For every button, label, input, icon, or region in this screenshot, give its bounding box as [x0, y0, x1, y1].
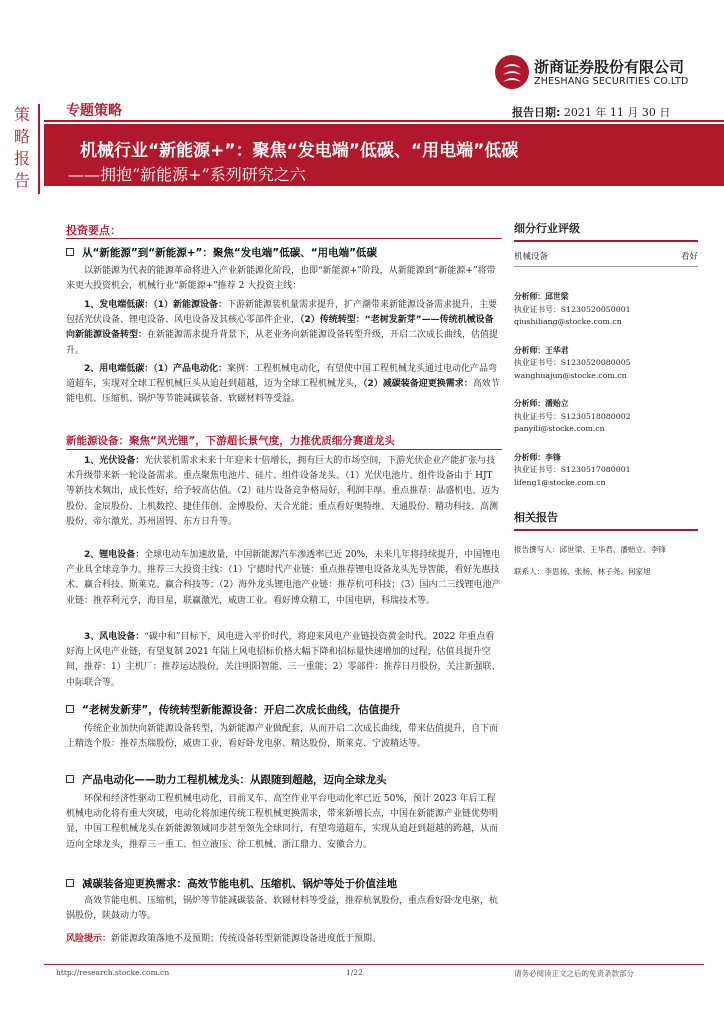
- analyst-cert: 执业证书号：S1230520080005: [514, 358, 631, 367]
- related-heading: 相关报告: [514, 509, 698, 531]
- report-type: 专题策略: [66, 103, 122, 119]
- section-divider: [66, 238, 502, 239]
- analyst-card: [514, 452, 698, 490]
- side-label-char: 报: [13, 149, 30, 168]
- paragraph: 以新能源为代表的能源革命将进入产业新能源化阶段，也即“新能源+”阶段，从新能源到“新能源+”将带来更大投资机会，机械行业“新能源+”推荐 2 大投资主线：: [66, 266, 496, 292]
- report-title: 机械行业“新能源+”：聚焦“发电端”低碳、“用电端”低碳: [80, 141, 519, 161]
- analyst-cert: 执业证书号：S1230517080001: [514, 465, 631, 474]
- bullet-heading-text: 从“新能源”到“新能源+”：聚焦“发电端”低碳、“用电端”低碳: [82, 247, 378, 259]
- analyst-name: 分析师：邱世梁: [514, 292, 569, 301]
- company-name-en: ZHESHANG SECURITIES CO.LTD: [534, 76, 689, 87]
- bullet-heading: [66, 772, 387, 787]
- checkbox-square-icon: [66, 705, 74, 713]
- report-date: [512, 104, 670, 120]
- analyst-card: [514, 345, 698, 383]
- para-text: 案例：工程机械电动化，有望使中国工程机械龙头通过电动化产品弯道超车，实现对全球工程机械巨头从追赶到超越，迈为全球工程机械龙头，: [66, 364, 498, 390]
- bullet-heading-text: 减碳装备迎更换需求：高效节能电机、压缩机、锅炉等处于价值洼地: [82, 878, 397, 890]
- paragraph: [66, 298, 502, 359]
- report-subtitle: ——拥抱“新能源+”系列研究之六: [68, 165, 306, 184]
- paragraph: [66, 454, 502, 530]
- checkbox-square-icon: [66, 775, 74, 783]
- company-logo: [494, 54, 704, 92]
- footer-rule: [44, 964, 704, 965]
- bullet-heading-text: “老树发新芽”，传统转型新能源设备：开启二次成长曲线，估值提升: [82, 704, 401, 716]
- analyst-card: [514, 398, 698, 436]
- page-number: 1/22: [346, 968, 363, 977]
- para-bold: （2）传统转型：“老树发新芽”——传统机械设备向新能源设备转型：: [66, 315, 494, 341]
- related-body: [514, 539, 698, 583]
- para-text: “碳中和”目标下，风电进入平价时代，将迎来风电产业链投资黄金时代。2022 年重点看好海上风电产业链，有望复制 2021 年陆上风电招标价格大幅下降和招标量快速增加的过程，估值具提升空间，推荐：1）主机厂：推荐运达股份，关注明阳智能、三一重能；2）零部件：推荐日月股份，关注新强联、中际联合等。: [66, 632, 501, 688]
- logo-mark-icon: [494, 54, 530, 90]
- analyst-email[interactable]: wanghuajun@stocke.com.cn: [514, 370, 627, 380]
- paragraph: [66, 548, 502, 609]
- para-bold: （2）减碳装备迎更换需求：: [363, 379, 473, 390]
- side-label-char: 略: [13, 127, 30, 146]
- side-label-char: 策: [13, 105, 30, 124]
- bullet-heading: [66, 876, 397, 891]
- side-label: [6, 104, 40, 194]
- analyst-name: 分析师：王华君: [514, 345, 569, 355]
- analyst-email[interactable]: qiushiliang@stocke.com.cn: [514, 317, 622, 326]
- title-banner: [44, 124, 724, 186]
- related-authors: 报告撰写人：邱世梁、王华君、潘贻立、李锋: [514, 545, 666, 554]
- analyst-name: 分析师：李锋: [514, 452, 561, 462]
- bullet-heading: [66, 702, 400, 717]
- para-bold: 2、锂电设备：: [84, 550, 145, 560]
- related-reports: [514, 509, 698, 583]
- para-bold: 2、用电端低碳：（1）产品电动化：: [84, 364, 228, 374]
- footer-url[interactable]: http://research.stocke.com.cn: [56, 968, 170, 977]
- para-text: 高效节能电机、压缩机、锅炉等节能减碳装备、软磁材料等受益。: [66, 379, 500, 405]
- analyst-cert: 执业证书号：S1230518080002: [514, 411, 631, 421]
- section-divider: [66, 449, 502, 450]
- checkbox-square-icon: [66, 879, 74, 887]
- analyst-name: 分析师：潘贻立: [514, 399, 569, 408]
- paragraph: 环保和经济性驱动工程机械电动化，目前叉车、高空作业平台电动化率已近 50%，预计 2023 年后工程机械电动化将有重大突破，电动化将加速传统工程机械更换需求，带来新增长点，中国在新能源产业链优势明显，中国工程机械龙头在新能源领域同步甚至领先全球同行，有望弯道超车，实现从追赶到超越的跨越，从而迈向全球龙头，推荐三一重工、恒立液压、徐工机械、浙江鼎力、安徽合力。: [66, 794, 499, 850]
- analyst-email[interactable]: panyili@stocke.com.cn: [514, 424, 605, 433]
- rating-row: [514, 242, 698, 267]
- analyst-email[interactable]: lifeng1@stocke.com.cn: [514, 477, 606, 487]
- analyst-card: [514, 291, 698, 329]
- para-text: 光伏装机需求未来十年迎来十倍增长，拥有巨大的市场空间，下游光伏企业产能扩张与技术升级带来新一轮设备需求。重点聚焦电池片、硅片、组件设备龙头。（1）光伏电池片、组件设备由于 HJT 等新技术频出，成长性好，给予较高估值。（2）硅片设备竞争格局好，利润丰厚。重点推荐：晶盛机电、迈为股份、金辰股份、上机数控、捷佳伟创、金博股份、天合光能；重点看好奥特维、天通股份、精功科技、高测股份、帝尔激光、苏州固锝、东方日升等。: [66, 456, 500, 527]
- paragraph: [66, 630, 502, 691]
- section-heading: 新能源设备：聚焦“风光锂”，下游超长景气度，力推优质细分赛道龙头: [66, 435, 395, 447]
- risk-label: 风险提示：: [66, 934, 112, 944]
- risk-warning: [66, 932, 502, 947]
- para-text: 在新能源需求提升背景下，从老业务向新能源设备转型升级，开启二次成长曲线，估值提升。: [66, 330, 499, 356]
- invest-points-heading: 投资要点：: [66, 224, 121, 237]
- para-bold: 3、风电设备：: [84, 632, 145, 642]
- para-text: 全球电动车加速放量，中国新能源汽车渗透率已近 20%，未来几年将持续提升，中国锂电产业具全球竞争力。推荐三大投资主线：（1）宁德时代产业链：重点推荐锂电设备龙头先导智能，看好先惠技术、赢合科技、斯莱克、赢合科技等；（2）海外龙头锂电池产业链：推荐杭可科技；（3）国内二三线锂电池产业链：推荐利元亨，海目星，联赢激光，威唐工业。看好博众精工，中国电研，科瑞技术等。: [66, 550, 501, 606]
- disclaimer-note: 请务必阅读正文之后的免责条款部分: [514, 969, 634, 978]
- report-date-value: 2021 年 11 月 30 日: [563, 106, 671, 119]
- related-contacts: 联系人：李思扬、张杨、林子尧、何家旭: [514, 567, 651, 576]
- bullet-heading-text: 产品电动化——助力工程机械龙头：从跟随到超越，迈向全球龙头: [82, 774, 387, 786]
- paragraph: 高效节能电机、压缩机，锅炉等节能减碳装备、软磁材料等受益，推荐杭氧股份，重点看好卧龙电驱，杭锅股份，陕鼓动力等。: [66, 896, 499, 922]
- rating-value: 看好: [680, 252, 698, 262]
- checkbox-square-icon: [66, 248, 74, 256]
- sidebar: [514, 220, 698, 583]
- para-bold: 1、发电端低碳：（1）新能源设备：: [84, 300, 228, 310]
- top-rule: [44, 120, 724, 122]
- bullet-heading: [66, 245, 377, 260]
- report-date-label: 报告日期:: [512, 106, 561, 119]
- para-bold: 1、光伏设备：: [84, 456, 145, 466]
- rating-heading: 细分行业评级: [514, 220, 698, 242]
- para-text: 下游新能源装机量需求提升，扩产潮带来新能源设备需求提升，主要包括光伏设备、锂电设备、风电设备及其核心零部件企业，: [66, 300, 498, 326]
- analyst-cert: 执业证书号：S1230520050001: [514, 304, 631, 314]
- company-name-cn: 浙商证券股份有限公司: [534, 58, 685, 76]
- risk-text: 新能源政策落地不及预期；传统设备转型新能源设备进度低于预期。: [111, 934, 382, 944]
- rating-industry: 机械设备: [514, 252, 549, 262]
- paragraph: 传统企业加快向新能源设备转型，为新能源产业做配套，从而开启二次成长曲线，带来估值提升，自下而上精选个股：推荐杰瑞股份，威唐工业，看好卧龙电驱、精达股份，斯莱克、宁波精达等。: [66, 724, 499, 750]
- side-label-char: 告: [13, 171, 30, 190]
- paragraph: [66, 362, 502, 408]
